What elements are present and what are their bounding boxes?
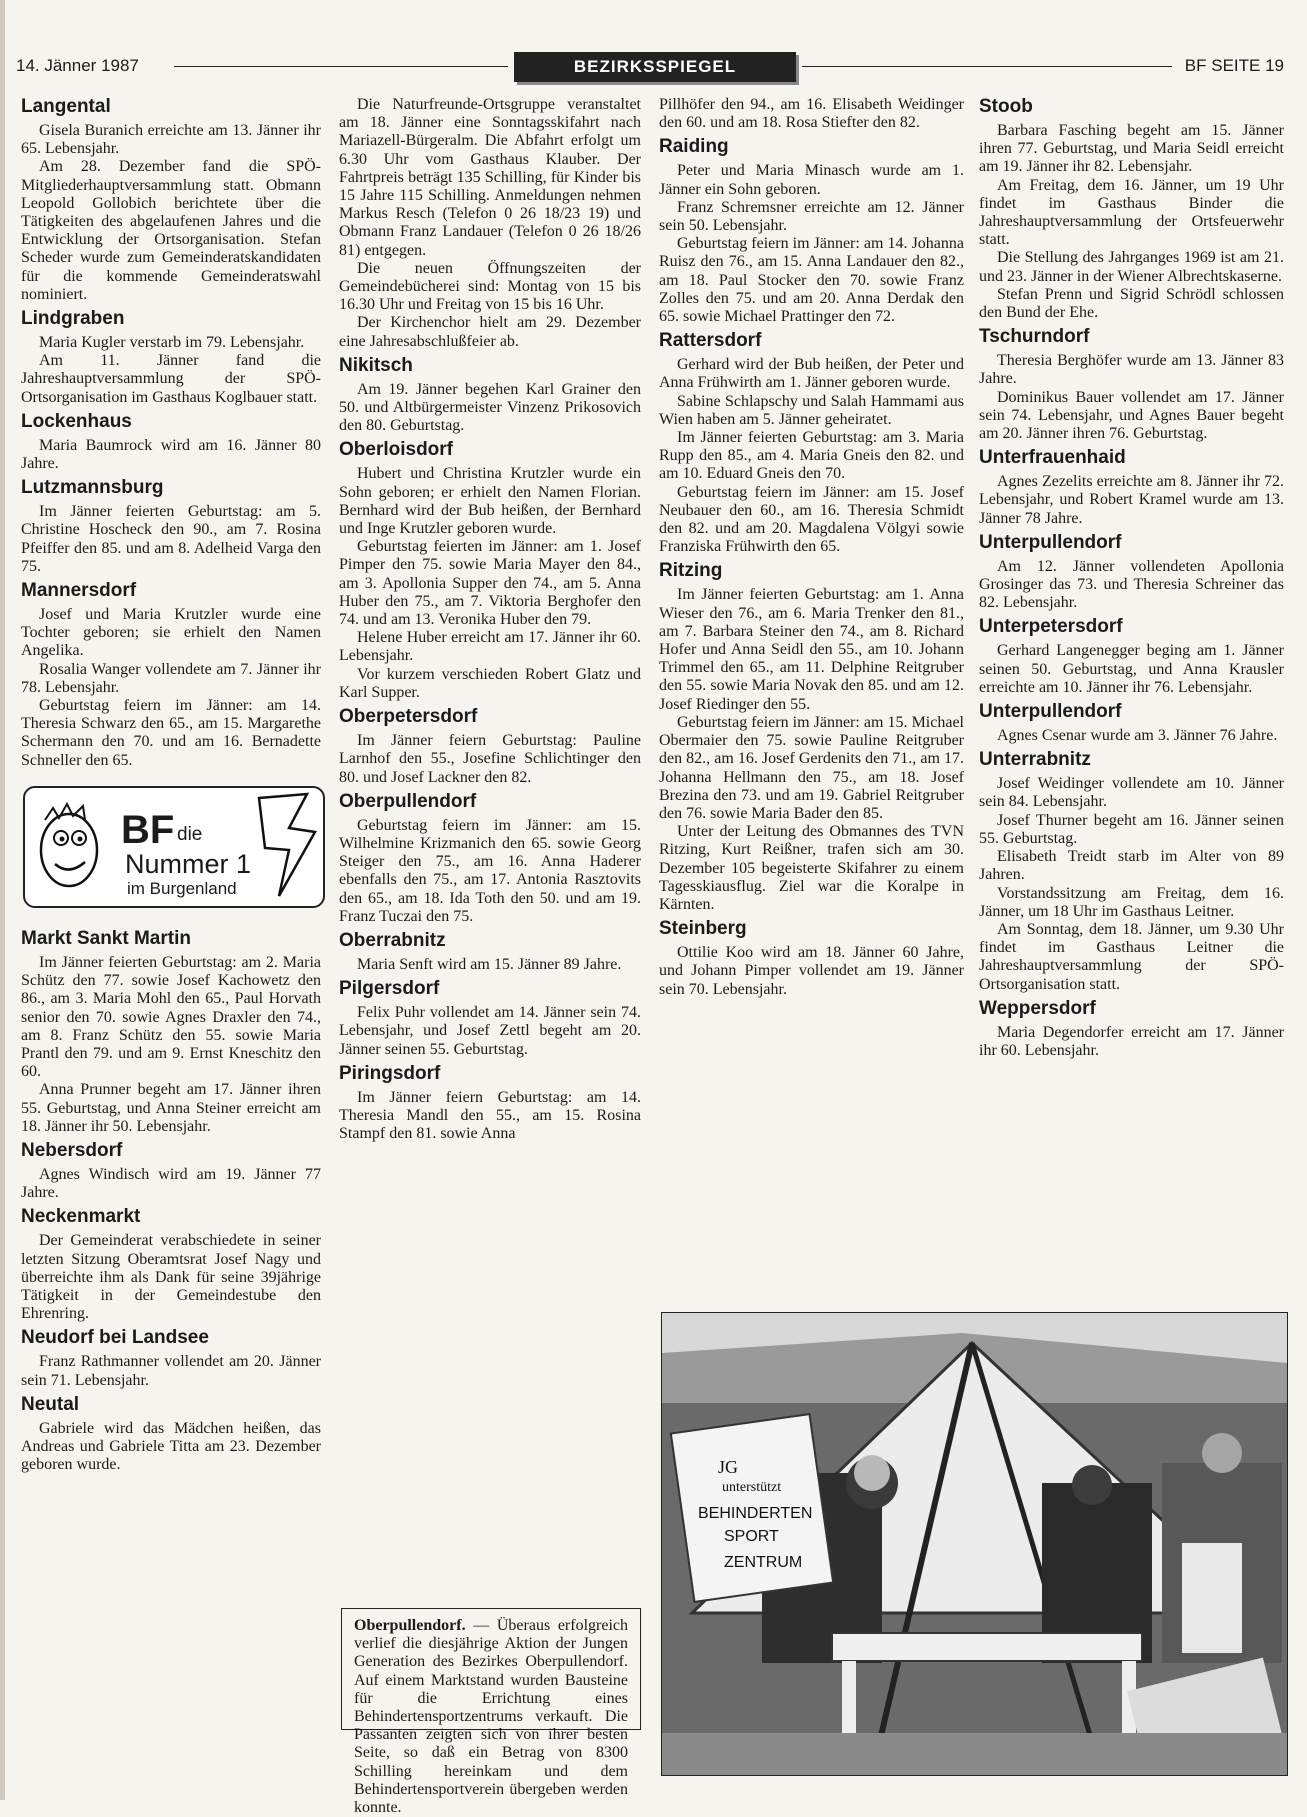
article-paragraph: Am 12. Jänner vollendeten Apollonia Grosinger das 73. und Theresia Schreiner das 82. Lebensjahr.	[979, 557, 1284, 612]
article-paragraph: Theresia Berghöfer wurde am 13. Jänner 83 Jahre.	[979, 352, 1284, 388]
article-steinberg	[659, 918, 964, 999]
article-heading: Weppersdorf	[979, 997, 1096, 1019]
column-3	[659, 96, 964, 1003]
article-heading: Unterpetersdorf	[979, 616, 1123, 638]
article-paragraph: Maria Senft wird am 15. Jänner 89 Jahre.	[357, 955, 622, 973]
ad-nummer: Nummer 1	[125, 848, 252, 879]
article-heading: Nebersdorf	[21, 1139, 123, 1161]
article-paragraph: Vor kurzem verschieden Robert Glatz und Karl Supper.	[339, 665, 641, 701]
article-paragraph: Barbara Fasching begeht am 15. Jänner ihren 77. Geburtstag, und Maria Seidl erreicht am 19. Jänner ihr 82. Lebensjahr.	[979, 122, 1284, 176]
article-nebersdorf	[21, 1140, 321, 1202]
article-heading: Oberloisdorf	[339, 439, 454, 461]
article-intro	[659, 96, 964, 132]
article-heading: Unterrabnitz	[979, 749, 1091, 771]
article-paragraph: Maria Degendorfer erreicht am 17. Jänner ihr 60. Lebensjahr.	[979, 1023, 1284, 1059]
article-unterrabnitz	[979, 749, 1284, 993]
article-markt-sankt-martin	[21, 928, 321, 1136]
article-paragraph: Sabine Schlapschy und Salah Hammami aus Wien haben am 5. Jänner geheiratet.	[659, 392, 964, 428]
article-paragraph: Josef und Maria Krutzler wurde eine Tochter geboren; sie erhielt den Namen Angelika.	[21, 606, 321, 660]
banner-sport: SPORT	[724, 1528, 779, 1545]
article-heading: Neckenmarkt	[21, 1206, 141, 1228]
article-intro	[339, 96, 641, 351]
lightning-icon	[249, 792, 319, 900]
article-heading: Oberrabnitz	[339, 929, 446, 951]
article-ritzing	[659, 560, 964, 914]
article-heading: Neutal	[21, 1393, 80, 1415]
article-paragraph: Agnes Windisch wird am 19. Jänner 77 Jahre.	[21, 1165, 321, 1202]
article-paragraph: Vorstandssitzung am Freitag, dem 16. Jänner, um 18 Uhr im Gasthaus Leitner.	[979, 884, 1284, 920]
header-rule-right	[802, 66, 1172, 67]
column-1	[21, 96, 321, 1478]
article-oberpetersdorf	[339, 706, 641, 787]
article-paragraph: Der Kirchenchor hielt am 29. Dezember eine Jahresabschlußfeier ab.	[339, 314, 641, 350]
article-heading: Mannersdorf	[21, 580, 137, 602]
article-paragraph: Elisabeth Treidt starb im Alter von 89 Jahren.	[979, 848, 1284, 884]
article-paragraph: Franz Schremsner erreichte am 12. Jänner sein 50. Lebensjahr.	[659, 198, 964, 235]
section-title: BEZIRKSSPIEGEL	[514, 52, 796, 82]
cartoon-face-icon	[35, 800, 103, 892]
article-heading: Oberpullendorf	[339, 790, 477, 812]
article-paragraph: Die neuen Öffnungszeiten der Gemeindebücherei sind: Montag von 15 bis 16.30 Uhr und Freitag von 15 bis 16 Uhr.	[339, 259, 641, 314]
column-2	[339, 96, 641, 1147]
article-paragraph: Ottilie Koo wird am 18. Jänner 60 Jahre, und Johann Pimper vollendet am 19. Jänner sein 70. Lebensjahr.	[659, 944, 964, 998]
issue-date: 14. Jänner 1987	[16, 56, 139, 75]
article-heading: Ritzing	[659, 560, 723, 582]
article-unterfrauenhaid	[979, 447, 1284, 528]
article-heading: Unterpullendorf	[979, 531, 1122, 553]
ad-brand: BF	[121, 807, 175, 852]
article-heading: Steinberg	[659, 918, 747, 940]
article-paragraph: Anna Prunner begeht am 17. Jänner ihren 55. Geburtstag, und Anna Steiner erreicht am 18. Jänner ihr 50. Lebensjahr.	[21, 1081, 321, 1135]
banner-jg: JG	[718, 1457, 739, 1477]
header-rule-left	[174, 66, 508, 67]
caption-text: — Überaus erfolgreich verlief die diesjährige Aktion der Jungen Generation des Bezirkes Oberpullendorf. Auf einem Marktstand wurden Bausteine für die Errichtung eines Behindertensportzentrums verkauft. Die Passanten zeigten sich von ihrer besten Seite, so daß ein Betrag von 8300 Schilling hereinkam und dem Behindertensportverein übergeben werden konnte.	[354, 1617, 628, 1817]
article-paragraph: Peter und Maria Minasch wurde am 1. Jänner ein Sohn geboren.	[659, 162, 964, 198]
article-paragraph: Geburtstag feiern im Jänner: am 15. Wilhelmine Krizmanich den 65. sowie Georg Steiger den 75., am 16. Anna Haderer ebenfalls den 75., am 17. Antonia Rasztovits den 65., am 18. Ida Toth den 50. und am 19. Franz Tuczai den 75.	[339, 816, 641, 925]
article-heading: Unterpullendorf	[979, 701, 1122, 723]
column-1-bottom	[21, 928, 321, 1474]
article-heading: Stoob	[979, 96, 1033, 117]
article-lutzmannsburg	[21, 477, 321, 576]
article-oberpullendorf	[339, 791, 641, 926]
news-photo	[661, 1312, 1288, 1776]
article-nikitsch	[339, 355, 641, 436]
article-paragraph: Am Freitag, dem 16. Jänner, um 19 Uhr findet im Gasthaus Binder die Jahreshauptversammlung der Ortsfeuerwehr statt.	[979, 176, 1284, 249]
article-paragraph: Geburtstag feiern im Jänner: am 14. Johanna Ruisz den 76., am 15. Anna Landauer den 82., am 18. Paul Stocker den 70. sowie Franz Zolles den 75. und am 20. Anna Derdak den 65. sowie Michael Prattinger den 72.	[659, 235, 964, 326]
article-paragraph: Rosalia Wanger vollendete am 7. Jänner ihr 78. Lebensjahr.	[21, 660, 321, 696]
article-paragraph: Felix Puhr vollendet am 14. Jänner sein 74. Lebensjahr, und Josef Zettl begeht am 20. Jänner seinen 55. Geburtstag.	[339, 1004, 641, 1058]
article-heading: Neudorf bei Landsee	[21, 1327, 209, 1349]
article-paragraph: Helene Huber erreicht am 17. Jänner ihr 60. Lebensjahr.	[339, 629, 641, 665]
article-heading: Tschurndorf	[979, 326, 1090, 348]
article-heading: Langental	[21, 96, 111, 117]
article-heading: Piringsdorf	[339, 1062, 441, 1084]
article-unterpullendorf	[979, 701, 1284, 745]
article-paragraph: Im Jänner feierten Geburtstag: am 1. Anna Wieser den 76., am 6. Maria Trenker den 81., am 7. Barbara Steiner den 74., am 8. Richard Hofer und Anna Seidl den 55., am 10. Johann Trimmel den 65., am 11. Delphine Reitgruber den 55. sowie Maria Novak den 85. und am 12. Josef Riedinger den 55.	[659, 586, 964, 713]
photo-caption	[341, 1608, 641, 1817]
article-mannersdorf	[21, 580, 321, 770]
article-langental	[21, 96, 321, 304]
article-heading: Oberpetersdorf	[339, 706, 478, 728]
article-paragraph: Am 28. Dezember fand die SPÖ-Mitgliederhauptversammlung statt. Obmann Leopold Gollobich berichtete über die Tätigkeiten des abgelaufenen Jahres und die Entwicklung der Ortsorganisation. Stefan Scheder wurde zum Gemeinderatskandidaten für die kommende Gemeinderatswahl nominiert.	[21, 158, 321, 303]
article-paragraph: Am 11. Jänner fand die Jahreshauptversammlung der SPÖ-Ortsorganisation im Gasthaus Koglbauer statt.	[21, 352, 321, 406]
article-neudorf-bei-landsee	[21, 1327, 321, 1389]
article-paragraph: Josef Weidinger vollendete am 10. Jänner sein 84. Lebensjahr.	[979, 775, 1284, 811]
ad-region: im Burgenland	[127, 878, 237, 898]
banner-zentrum: ZENTRUM	[724, 1554, 803, 1571]
article-paragraph: Gerhard Langenegger beging am 1. Jänner seinen 50. Geburtstag, und Anna Krausler erreichte am 10. Jänner ihr 76. Lebensjahr.	[979, 642, 1284, 696]
article-heading: Pilgersdorf	[339, 978, 440, 1000]
article-lockenhaus	[21, 411, 321, 473]
article-heading: Raiding	[659, 136, 729, 158]
banner-behinderten: BEHINDERTEN	[698, 1505, 813, 1522]
article-paragraph: Am Sonntag, dem 18. Jänner, um 9.30 Uhr findet im Gasthaus Leitner die Jahreshauptversammlung der SPÖ-Ortsorganisation statt.	[979, 920, 1284, 993]
article-neckenmarkt	[21, 1206, 321, 1323]
article-paragraph: Im Jänner feierten Geburtstag: am 3. Maria Rupp den 85., am 4. Maria Gneis den 82. und am 10. Eduard Gneis den 70.	[659, 429, 964, 483]
article-paragraph: Geburtstag feiern im Jänner: am 15. Josef Neubauer den 60., am 16. Theresia Schmidt den 82. und am 20. Magdalena Völgyi sowie Franziska Frühwirth den 65.	[659, 483, 964, 556]
column-4	[979, 96, 1284, 1064]
article-paragraph: Im Jänner feierten Geburtstag: am 2. Maria Schütz den 77. sowie Josef Kachowetz den 86., am 3. Maria Mohl den 65., Paul Horvath senior den 70. sowie Agnes Draxler den 74., am 8. Franz Schütz den 55. sowie Maria Prantl den 79. und am 9. Ernst Kneschitz den 60.	[21, 953, 321, 1081]
article-heading: Lutzmannsburg	[21, 477, 164, 499]
caption-place: Oberpullendorf.	[354, 1617, 466, 1634]
article-unterpullendorf	[979, 532, 1284, 613]
article-paragraph: Gerhard wird der Bub heißen, der Peter und Anna Frühwirth am 1. Jänner geboren wurde.	[659, 356, 964, 392]
article-paragraph: Gabriele wird das Mädchen heißen, das Andreas und Gabriele Titta am 23. Dezember geboren wurde.	[21, 1419, 321, 1474]
article-lindgraben	[21, 308, 321, 407]
article-paragraph: Die Stellung des Jahrganges 1969 ist am 21. und 23. Jänner in der Wiener Albrechtskaserne.	[979, 249, 1284, 285]
page-edge	[0, 0, 5, 1800]
article-rattersdorf	[659, 330, 964, 556]
bf-advert	[23, 786, 325, 908]
article-neutal	[21, 1394, 321, 1475]
article-unterpetersdorf	[979, 616, 1284, 697]
article-raiding	[659, 136, 964, 326]
article-paragraph: Gisela Buranich erreichte am 13. Jänner ihr 65. Lebensjahr.	[21, 122, 321, 158]
article-paragraph: Am 19. Jänner begehen Karl Grainer den 50. und Altbürgermeister Vinzenz Prikosovich den 80. Geburtstag.	[339, 380, 641, 435]
article-paragraph: Die Naturfreunde-Ortsgruppe veranstaltet am 18. Jänner eine Sonntagsskifahrt nach Mariazell-Bürgeralm. Die Abfahrt erfolgt um 6.30 Uhr vom Gasthaus Klauber. Der Fahrtpreis beträgt 135 Schilling, für Kinder bis 15 Jahre 115 Schilling. Anmeldungen nehmen Markus Resch (Telefon 0 26 18/23 19) und Obmann Franz Landauer (Telefon 0 26 18/26 81) entgegen.	[339, 96, 641, 259]
article-paragraph: Geburtstag feierten im Jänner: am 1. Josef Pimper den 75. sowie Maria Mayer den 84., am 3. Apollonia Supper den 74., am 5. Anna Huber den 75., am 7. Viktoria Berghofer den 74. und am 13. Veronika Huber den 79.	[339, 538, 641, 629]
article-paragraph: Der Gemeinderat verabschiedete in seiner letzten Sitzung Oberamtsrat Josef Nagy und überreichte ihm als Dank für seine 39jährige Tätigkeit in der Gemeindestube den Ehrenring.	[21, 1232, 321, 1323]
article-paragraph: Geburtstag feiern im Jänner: am 14. Theresia Schwarz den 65., am 15. Margarethe Schermann den 70. und am 16. Bernadette Schneller den 65.	[21, 697, 321, 769]
article-paragraph: Maria Kugler verstarb im 79. Lebensjahr.	[39, 334, 305, 352]
page-header	[16, 52, 1284, 82]
article-paragraph: Unter der Leitung des Obmannes des TVN Ritzing, Kurt Reißner, trafen sich am 30. Dezember 105 begeisterte Skifahrer zu einem Tagesskiausflug. Ziel war die Koralpe in Kärnten.	[659, 823, 964, 913]
column-1-top	[21, 96, 321, 770]
article-heading: Unterfrauenhaid	[979, 447, 1126, 469]
article-paragraph: Agnes Zezelits erreichte am 8. Jänner ihr 72. Lebensjahr, und Robert Kramel wurde am 13. Jänner 78 Jahre.	[979, 473, 1284, 527]
article-paragraph: Hubert und Christina Krutzler wurde ein Sohn geboren; er erhielt den Namen Florian. Bernhard wird der Bub heißen, der Bernhard und Inge Krutzler geboren wurde.	[339, 465, 641, 538]
article-stoob	[979, 96, 1284, 322]
article-heading: Markt Sankt Martin	[21, 927, 191, 949]
article-paragraph: Dominikus Bauer vollendet am 17. Jänner sein 74. Lebensjahr, und Agnes Bauer begeht am 20. Jänner ihren 76. Geburtstag.	[979, 388, 1284, 443]
article-piringsdorf	[339, 1063, 641, 1144]
article-heading: Lindgraben	[21, 308, 125, 330]
article-paragraph: Josef Thurner begeht am 16. Jänner seinen 55. Geburtstag.	[979, 811, 1284, 847]
banner-unterstuetzt: unterstützt	[722, 1480, 782, 1495]
article-weppersdorf	[979, 998, 1284, 1060]
ad-die: die	[177, 823, 203, 845]
article-paragraph: Im Jänner feiern Geburtstag: am 14. Theresia Mandl den 55., am 15. Rosina Stampf den 81. sowie Anna	[339, 1088, 641, 1143]
article-paragraph: Agnes Csenar wurde am 3. Jänner 76 Jahre.	[997, 727, 1278, 745]
article-heading: Nikitsch	[339, 354, 413, 376]
page-number: BF SEITE 19	[1184, 56, 1284, 75]
article-heading: Lockenhaus	[21, 410, 132, 432]
article-heading: Rattersdorf	[659, 330, 762, 352]
article-paragraph: Franz Rathmanner vollendet am 20. Jänner sein 71. Lebensjahr.	[21, 1353, 321, 1389]
article-oberloisdorf	[339, 439, 641, 702]
article-pilgersdorf	[339, 978, 641, 1059]
article-paragraph: Geburtstag feiern im Jänner: am 15. Michael Obermaier den 75. sowie Pauline Reitgruber den 82., am 16. Josef Gerdenits den 71., am 17. Johanna Hellmann den 75., am 18. Josef Brezina den 73. und am 19. Gabriel Reitgruber den 76. sowie Maria Bader den 85.	[659, 713, 964, 822]
article-paragraph: Pillhöfer den 94., am 16. Elisabeth Weidinger den 60. und am 18. Rosa Stiefter den 82.	[659, 96, 964, 132]
article-paragraph: Im Jänner feiern Geburtstag: Pauline Larnhof den 55., Josefine Schlichtinger den 80. und Josef Lackner den 82.	[339, 732, 641, 786]
article-tschurndorf	[979, 326, 1284, 443]
article-oberrabnitz	[339, 930, 641, 974]
article-paragraph: Im Jänner feierten Geburtstag: am 5. Christine Hoscheck den 90., am 7. Rosina Pfeiffer den 85. und am 8. Adelheid Varga den 75.	[21, 503, 321, 575]
market-stand-photo	[662, 1313, 1287, 1775]
article-paragraph: Maria Baumrock wird am 16. Jänner 80 Jahre.	[21, 436, 321, 473]
article-paragraph: Stefan Prenn und Sigrid Schrödl schlossen den Bund der Ehe.	[979, 285, 1284, 322]
